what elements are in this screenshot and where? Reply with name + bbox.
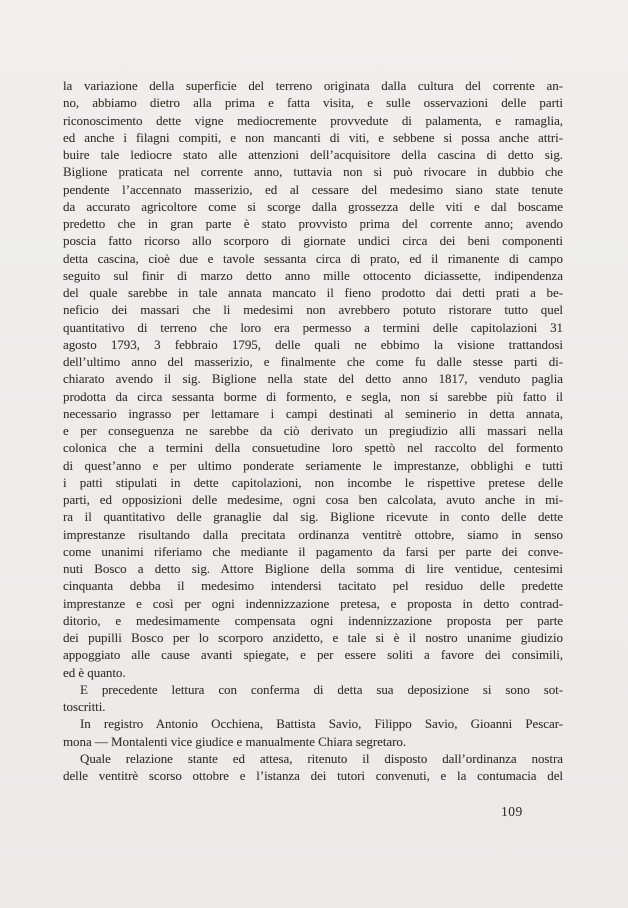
text-line: imprestanze risultando dalla precitata ordinanza ventitrè ottobre, siamo in senso [63,526,563,542]
text-line: Quale relazione stante ed attesa, ritenuto il disposto dall’ordinanza nostra [80,750,563,766]
text-line: imprestanze e così per ogni indennizzazione pretesa, e proposta in detto contrad- [63,595,563,611]
text-line: E precedente lettura con conferma di detta sua deposizione si sono sot- [80,681,563,697]
text-line: dell’ultimo anno del masserizio, e finalmente che come fu dalle stesse parti di- [63,354,563,369]
text-line: In registro Antonio Occhiena, Battista Savio, Filippo Savio, Gioanni Pescar- [80,716,563,732]
text-line: prodotta da circa sessanta borme di formento, e segla, non si sarebbe più fatto il [63,388,563,404]
page-text-block [63,77,563,784]
text-line: seguito sul finir di marzo detto anno mille ottocento diciassette, indipendenza [63,267,563,283]
text-line: appoggiato alle cause avanti spiegate, e per essere soliti a favore dei consimili, [63,647,563,663]
text-line: poscia fatto ricorso allo scorporo di giornate undici circa dei beni componenti [63,233,563,249]
text-line: delle ventitrè scorso ottobre e l’istanza dei tutori convenuti, e la contumacia del [63,768,563,783]
text-line: necessario ingrasso per lettamare i campi destinati al seminerio in detta annata, [63,405,563,421]
text-line: da accurato agricoltore come si scorge dalla grossezza delle viti e dal boscame [63,198,563,214]
text-line: la variazione della superficie del terreno originata dalla cultura del corrente an- [63,78,563,93]
text-line: chiarato avendo il sig. Biglione nella state del detto anno 1817, venduto paglia [63,371,563,387]
text-line: Biglione praticata nel corrente anno, tuttavia non si può rivocare in dubbio che [63,164,563,180]
text-line: mona — Montalenti vice giudice e manualmente Chiara segretaro. [63,733,407,749]
text-line: riconoscimento dette vigne mediocremente provvedute di palamenta, e ramaglia, [63,112,563,128]
text-line: come unanimi riferiamo che mediante il pagamento da farsi per parte dei conve- [63,543,563,559]
text-line: di quest’anno e per ultimo ponderate seriamente le imprestanze, obblighi e tutti [63,457,563,473]
text-line: del quale sarebbe in tale annata mancato il fieno prodotto dai detti prati a be- [63,285,563,300]
text-line: ed è quanto. [63,664,126,680]
text-line: e per conseguenza ne sarebbe da ciò derivato un pregiudizio alli massari nella [63,423,563,438]
text-line: ed anche i filagni compiti, e non mancanti di viti, e sebbene si possa anche attri- [63,129,563,145]
text-line: dei pupilli Bosco per lo scorporo anzidetto, e tale si è il nostro unanime giudizio [63,630,563,645]
text-line: pendente l’accennato masserizio, ed al cessare del medesimo siano state tenute [63,181,563,197]
text-line: buire tale lediocre stato alle attenzioni dell’acquisitore della cascina di detto sig. [63,147,563,162]
text-line: quantitativo di terreno che loro era permesso a termini delle capitolazioni 31 [63,319,563,335]
text-line: neficio dei massari che li medesimi non avrebbero potuto ristorare tutto quel [63,302,563,318]
page-number: 109 [501,804,523,819]
text-line: predetto che in gran parte è stato provvisto prima del corrente anno; avendo [63,216,563,231]
text-line: nuti Bosco a detto sig. Attore Biglione della somma di lire ventidue, centesimi [63,561,563,576]
text-line: detta cascina, cioè due e tavole sessanta circa di prato, ed il rimanente di campo [63,250,563,266]
text-line: toscritti. [63,699,106,714]
text-line: ditorio, e medesimamente compensata ogni indennizzazione proposta per parte [63,612,563,628]
text-line: ra il quantitativo delle granaglie dal sig. Biglione ricevute in conto delle dette [63,509,563,525]
text-line: i patti stipulati in dette capitolazioni, non incombe le rispettive pretese delle [63,474,563,490]
text-line: no, abbiamo dietro alla prima e fatta visita, e sulle osservazioni delle parti [63,95,563,111]
text-line: colonica che a termini della consuetudine loro spettò nel raccolto del formento [63,440,563,456]
text-line: parti, ed opposizioni delle medesime, ogni cosa ben calcolata, avuto anche in mi- [63,492,563,507]
text-line: cinquanta debba il medesimo intendersi tacitato pel residuo delle predette [63,578,563,594]
text-line: agosto 1793, 3 febbraio 1795, delle quali ne ebbimo la visione trattandosi [63,336,563,352]
